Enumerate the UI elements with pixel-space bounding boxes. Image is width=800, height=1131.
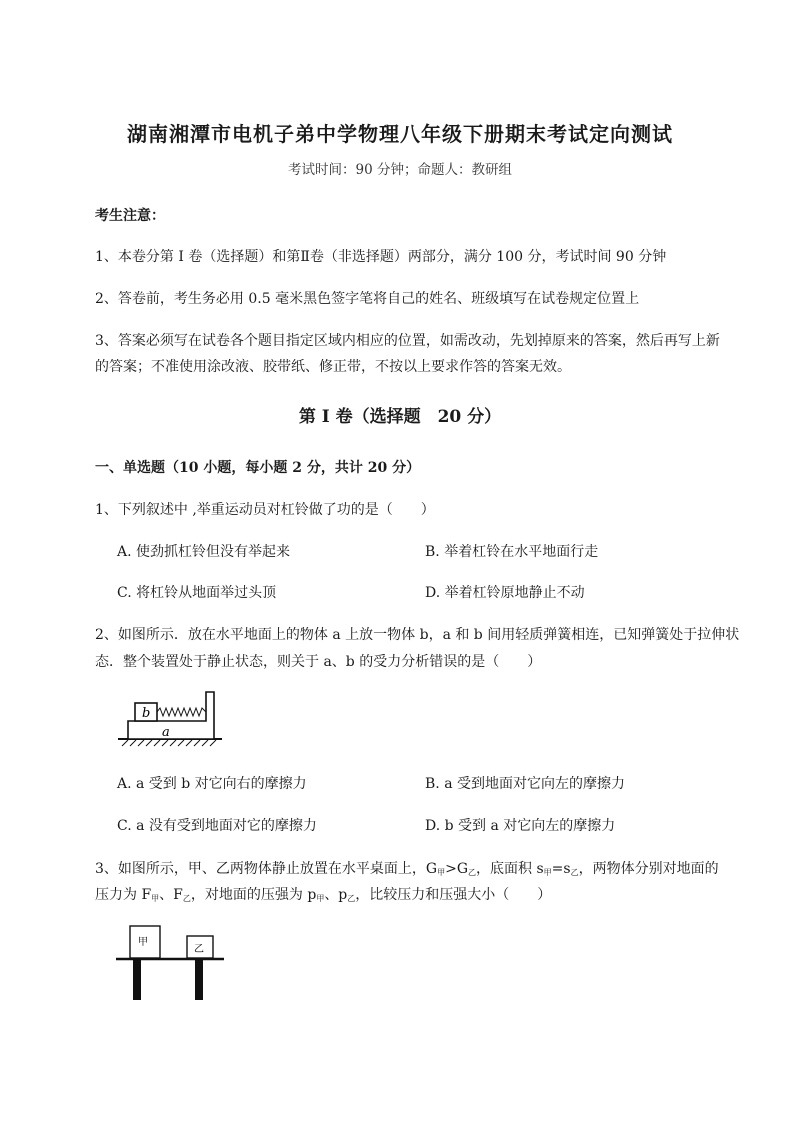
question-3-stem-line1: 3、如图所示，甲、乙两物体静止放置在水平桌面上，$G_甲>G_乙$，底面积 $s_甲=s_乙$，两物体分别对地面的 xyxy=(95,861,719,877)
question-3-figure xyxy=(110,922,230,1004)
question-1-option-a[interactable]: A. 使劲抓杠铃但没有举起来 xyxy=(117,544,291,560)
figure-label-yi: 乙 xyxy=(194,944,204,955)
figure-label-jia: 甲 xyxy=(138,937,148,948)
question-1-option-b[interactable]: B. 举着杠铃在水平地面行走 xyxy=(425,544,599,560)
question-2-option-a[interactable]: A. a 受到 b 对它向右的摩擦力 xyxy=(117,776,307,792)
page-title: 湖南湘潭市电机子弟中学物理八年级下册期末考试定向测试 xyxy=(127,122,673,146)
notice-heading: 考生注意： xyxy=(95,208,165,224)
question-2-option-c[interactable]: C. a 没有受到地面对它的摩擦力 xyxy=(117,818,317,834)
question-3-stem-line2: 压力为 $F_甲$、$F_乙$，对地面的压强为 $p_甲$、$p_乙$，比较压力和压强大小（ ） xyxy=(95,887,552,903)
question-1-stem: 1、下列叙述中 ,举重运动员对杠铃做了功的是（ ） xyxy=(95,502,435,518)
figure-label-b: b xyxy=(142,706,151,721)
notice-item-3: 3、答案必须写在试卷各个题目指定区域内相应的位置，如需改动，先划掉原来的答案，然后再写上新 xyxy=(95,333,720,349)
notice-item-2: 2、答卷前，考生务必用 0.5 毫米黑色签字笔将自己的姓名、班级填写在试卷规定位置上 xyxy=(95,291,640,307)
exam-info: 考试时间：90 分钟；命题人：教研组 xyxy=(288,162,512,178)
question-2-option-d[interactable]: D. b 受到 a 对它向左的摩擦力 xyxy=(425,818,616,834)
question-1-option-c[interactable]: C. 将杠铃从地面举过头顶 xyxy=(117,585,277,601)
question-2-option-b[interactable]: B. a 受到地面对它向左的摩擦力 xyxy=(425,776,625,792)
notice-item-3-cont: 的答案；不准使用涂改液、胶带纸、修正带，不按以上要求作答的答案无效。 xyxy=(95,359,571,375)
question-2-stem-line2: 态．整个装置处于静止状态，则关于 a、b 的受力分析错误的是（ ） xyxy=(95,654,542,670)
part-title: 一、单选题（10 小题，每小题 2 分，共计 20 分） xyxy=(95,460,421,476)
question-1-option-d[interactable]: D. 举着杠铃原地静止不动 xyxy=(425,585,585,601)
section-title: 第 I 卷（选择题 20 分） xyxy=(298,407,502,427)
question-2-stem-line1: 2、如图所示．放在水平地面上的物体 a 上放一物体 b，a 和 b 间用轻质弹簧相连，已知弹簧处于拉伸状 xyxy=(95,627,740,643)
question-2-figure xyxy=(110,686,230,748)
figure-label-a: a xyxy=(162,725,170,740)
notice-item-1: 1、本卷分第 I 卷（选择题）和第Ⅱ卷（非选择题）两部分，满分 100 分，考试时间 90 分钟 xyxy=(95,249,667,265)
